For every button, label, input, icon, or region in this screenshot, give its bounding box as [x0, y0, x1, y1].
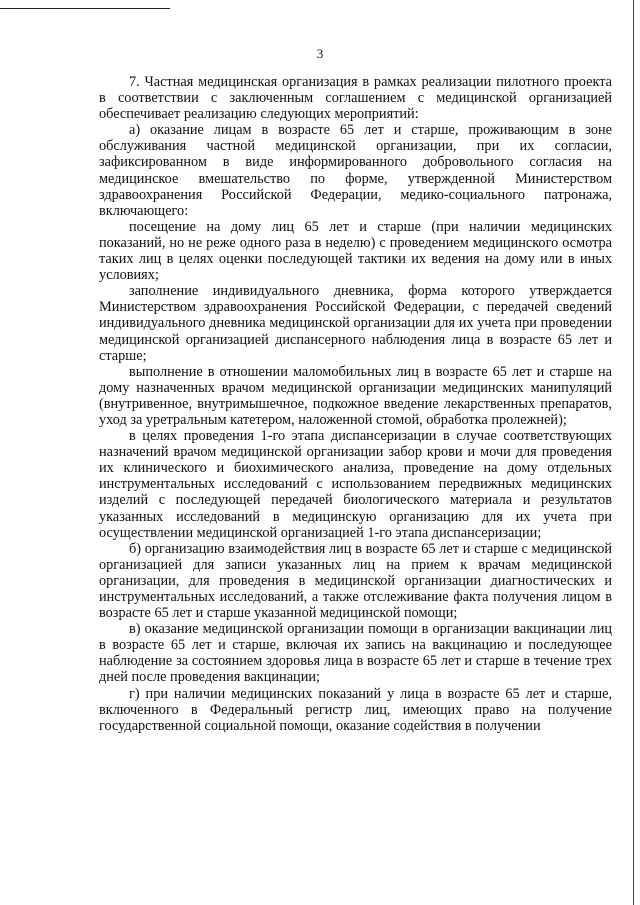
paragraph-subitem-g: г) при наличии медицинских показаний у лица в возрасте 65 лет и старше, включенного в Федеральный регистр лиц, имеющих право на получение государственной социальной помощи, оказание содействия в получении [99, 685, 612, 734]
paragraph-subitem-v: в) оказание медицинской организации помощи в организации вакцинации лиц в возрасте 65 лет и старше, включая их запись на вакцинацию и последующее наблюдение за состоянием здоровья лица в возрасте 65 лет и старше в течение трех дней после проведения вакцинации; [99, 621, 612, 686]
document-body [99, 74, 612, 734]
paragraph-manipulations: выполнение в отношении маломобильных лиц в возрасте 65 лет и старше на дому назначенных врачом медицинской организации медицинских манипуляций (внутривенное, внутримышечное, подкожное введение лекарственных препаратов, уход за уретральным катетером, наложенной стомой, обработка пролежней); [99, 363, 612, 428]
paragraph-item-7: 7. Частная медицинская организация в рамках реализации пилотного проекта в соответствии с заключенным соглашением с медицинской организацией обеспечивает реализацию следующих мероприятий: [99, 74, 612, 123]
page-number: 3 [316, 46, 324, 61]
paragraph-dispensary-stage1: в целях проведения 1-го этапа диспансеризации в случае соответствующих назначений врачом медицинской организации забор крови и мочи для проведения их клинического и биохимического анализа, проведение на дому отдельных инструментальных исследований с использованием передвижных медицинских изделий с последующей передачей биологического материала и результатов указанных исследований в медицинскую организацию для их учета при осуществлении медицинской организацией 1-го этапа диспансеризации; [99, 428, 612, 541]
paragraph-home-visits: посещение на дому лиц 65 лет и старше (при наличии медицинских показаний, но не реже одного раза в неделю) с проведением медицинского осмотра таких лиц в целях оценки последующей тактики их ведения на дому или в иных условиях; [99, 218, 612, 284]
top-rule [0, 8, 170, 9]
paragraph-subitem-b: б) организацию взаимодействия лиц в возрасте 65 лет и старше с медицинской организацией для записи указанных лиц на прием к врачам медицинской организации, для проведения в медицинской организации диагностических и инструментальных исследований, а также отслеживание факта получения лицом в возрасте 65 лет и старше указанной медицинской помощи; [99, 540, 612, 622]
page-edge-line [633, 0, 634, 905]
paragraph-diary: заполнение индивидуального дневника, форма которого утверждается Министерством здравоохранения Российской Федерации, с передачей сведений индивидуального дневника медицинской организации для их учета при проведении медицинской организацией диспансерного наблюдения лица в возрасте 65 лет и старше; [99, 283, 612, 364]
paragraph-subitem-a: а) оказание лицам в возрасте 65 лет и старше, проживающим в зоне обслуживания частной медицинской организации, при их согласии, зафиксированном в виде информированного добровольного согласия на медицинское вмешательство по форме, утвержденной Министерством здравоохранения Российской Федерации, медико-социального патронажа, включающего: [99, 122, 612, 219]
